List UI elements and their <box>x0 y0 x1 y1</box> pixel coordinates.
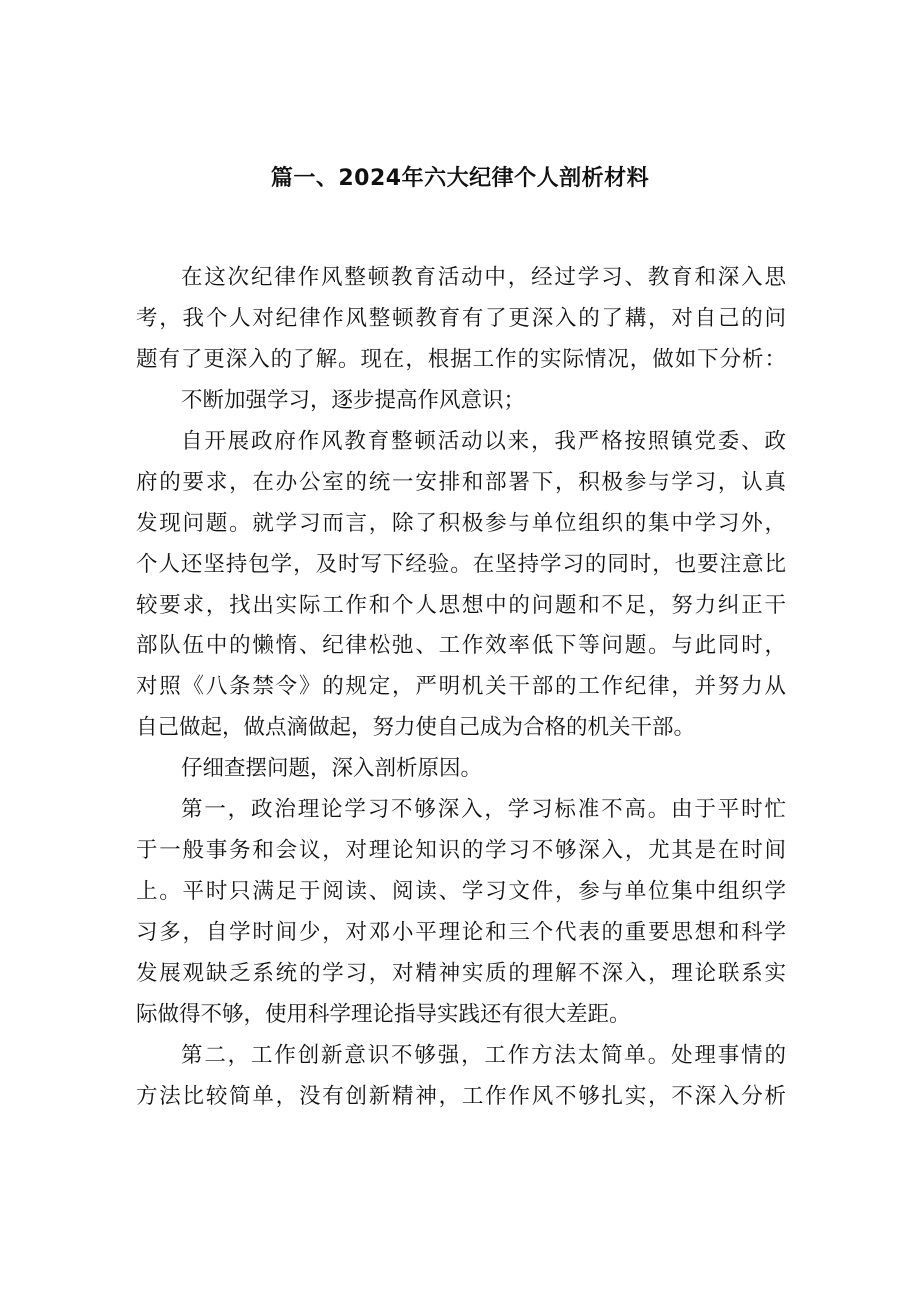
text-line: 上。平时只满足于阅读、阅读、学习文件，参与单位集中组织学 <box>136 879 786 905</box>
text-line: 不断加强学习，逐步提高作风意识； <box>181 387 526 413</box>
text-line: 府的要求，在办公室的统一安排和部署下，积极参与学习，认真 <box>136 469 786 495</box>
text-line: 题有了更深入的了解。现在，根据工作的实际情况，做如下分析： <box>136 346 786 372</box>
text-line: 第一，政治理论学习不够深入，学习标准不高。由于平时忙 <box>181 797 786 823</box>
text-line: 在这次纪律作风整顿教育活动中，经过学习、教育和深入思 <box>181 265 786 290</box>
text-line: 际做得不够，使用科学理论指导实践还有很大差距。 <box>136 1001 631 1027</box>
text-line: 仔细查摆问题，深入剖析原因。 <box>181 756 483 782</box>
text-line: 较要求，找出实际工作和个人思想中的问题和不足，努力纠正干 <box>136 592 786 618</box>
document-body <box>136 258 786 1118</box>
text-line: 方法比较简单，没有创新精神，工作作风不够扎实，不深入分析 <box>136 1083 786 1109</box>
text-line: 对照《八条禁令》的规定，严明机关干部的工作纪律，并努力从 <box>136 674 786 700</box>
text-line: 考，我个人对纪律作风整顿教育有了更深入的了耩，对自己的问 <box>136 305 786 331</box>
text-line: 习多，自学时间少，对邓小平理论和三个代表的重要思想和科学 <box>136 920 786 945</box>
text-line: 于一般事务和会议，对理论知识的学习不够深入，尤其是在时间 <box>136 838 786 864</box>
text-line: 发现问题。就学习而言，除了积极参与单位组织的集中学习外， <box>136 510 786 536</box>
text-line: 个人还坚持包学，及时写下经验。在坚持学习的同时，也要注意比 <box>136 551 786 577</box>
text-line: 第二，工作创新意识不够强，工作方法太简单。处理事情的 <box>181 1042 786 1068</box>
document-title: 篇一、2024年六大纪律个人剖析材料 <box>270 166 650 191</box>
text-line: 发展观缺乏系统的学习，对精神实质的理解不深入，理论联系实 <box>136 960 786 986</box>
text-line: 部队伍中的懒惰、纪律松弛、工作效率低下等问题。与此同时， <box>136 633 786 659</box>
text-line: 自己做起，做点滴做起，努力使自己成为合格的机关干部。 <box>136 715 696 741</box>
text-line: 自开展政府作风教育整顿活动以来，我严格按照镇党委、政 <box>181 428 786 454</box>
